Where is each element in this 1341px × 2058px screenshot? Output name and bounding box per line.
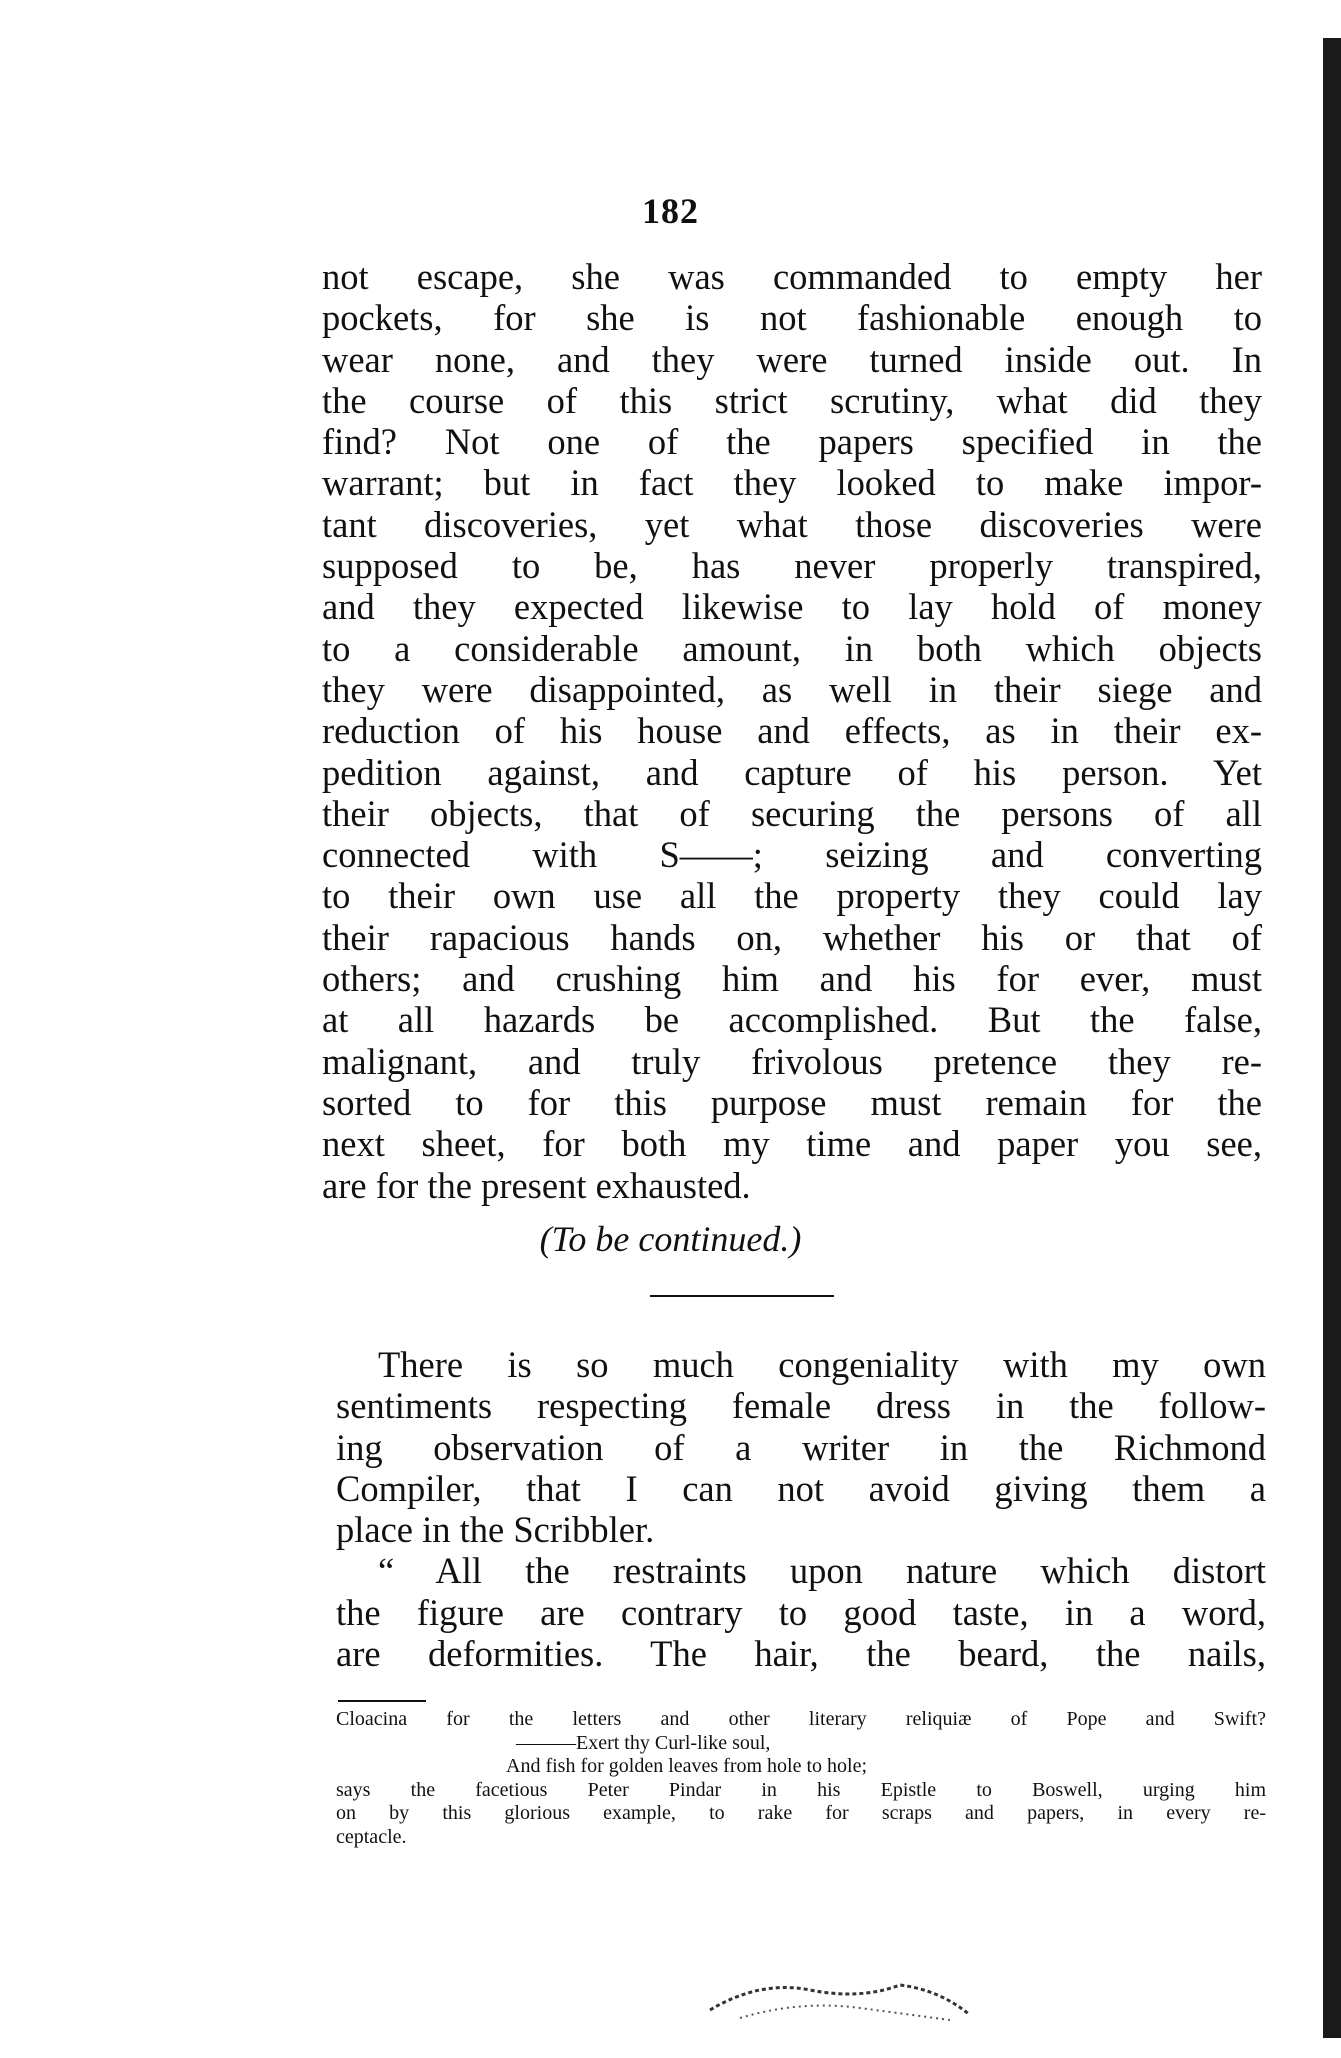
- text-line: wear none, and they were turned inside out. In: [322, 338, 1262, 380]
- text-line: they were disappointed, as well in their siege and: [322, 668, 1262, 710]
- text-line: are deformities. The hair, the beard, the nails,: [336, 1633, 1266, 1675]
- footnote-line: on by this glorious example, to rake for scraps and papers, in every re-: [336, 1802, 1266, 1824]
- text-line: and they expected likewise to lay hold of money: [322, 586, 1262, 628]
- footnote-block: [336, 1708, 1266, 1849]
- footnote-rule: [338, 1700, 426, 1702]
- text-line: malignant, and truly frivolous pretence they re-: [322, 1040, 1262, 1082]
- text-line: place in the Scribbler.: [336, 1509, 655, 1551]
- text-line: warrant; but in fact they looked to make impor-: [322, 462, 1262, 504]
- text-line: to a considerable amount, in both which objects: [322, 627, 1262, 669]
- text-line: reduction of his house and effects, as in their ex-: [322, 710, 1262, 752]
- page-number: 182: [642, 191, 699, 231]
- text-line: the figure are contrary to good taste, in a word,: [336, 1591, 1266, 1633]
- text-line: their rapacious hands on, whether his or that of: [322, 916, 1262, 958]
- text-line: tant discoveries, yet what those discoveries were: [322, 503, 1262, 545]
- text-line: the course of this strict scrutiny, what did they: [322, 379, 1262, 421]
- text-line: sentiments respecting female dress in the follow-: [336, 1385, 1266, 1427]
- footnote-verse: And fish for golden leaves from hole to hole;: [506, 1755, 868, 1777]
- main-text-block: [322, 256, 1262, 1206]
- text-line: There is so much congeniality with my own: [378, 1344, 1266, 1385]
- text-line: find? Not one of the papers specified in the: [322, 421, 1262, 463]
- text-line: “ All the restraints upon nature which distort: [378, 1550, 1266, 1592]
- text-line: sorted to for this purpose must remain for the: [322, 1081, 1262, 1123]
- footnote-line: Cloacina for the letters and other literary reliquiæ of Pope and Swift?: [336, 1708, 1266, 1730]
- text-line: connected with S——; seizing and converting: [322, 834, 1262, 876]
- second-paragraph: [336, 1344, 1266, 1674]
- text-line: next sheet, for both my time and paper you see,: [322, 1123, 1262, 1165]
- section-divider: [650, 1295, 834, 1297]
- text-line: not escape, she was commanded to empty her: [322, 256, 1262, 297]
- footnote-line: ceptacle.: [336, 1825, 407, 1848]
- to-be-continued-note: (To be continued.): [539, 1219, 802, 1259]
- text-line: Compiler, that I can not avoid giving them a: [336, 1467, 1266, 1509]
- text-line: are for the present exhausted.: [322, 1164, 751, 1206]
- footnote-verse: ———Exert thy Curl-like soul,: [516, 1731, 771, 1754]
- text-line: to their own use all the property they could lay: [322, 875, 1262, 917]
- text-line: supposed to be, has never properly transpired,: [322, 545, 1262, 587]
- text-line: others; and crushing him and his for ever, must: [322, 958, 1262, 1000]
- text-line: pedition against, and capture of his person. Yet: [322, 751, 1262, 793]
- text-line: at all hazards be accomplished. But the false,: [322, 999, 1262, 1041]
- text-line: ing observation of a writer in the Richmond: [336, 1426, 1266, 1468]
- ink-smudge-mark: [700, 1960, 980, 2030]
- text-line: their objects, that of securing the persons of all: [322, 792, 1262, 834]
- footnote-line: says the facetious Peter Pindar in his Epistle to Boswell, urging him: [336, 1778, 1266, 1801]
- text-line: pockets, for she is not fashionable enough to: [322, 297, 1262, 339]
- page-edge-shadow: [1323, 38, 1341, 2038]
